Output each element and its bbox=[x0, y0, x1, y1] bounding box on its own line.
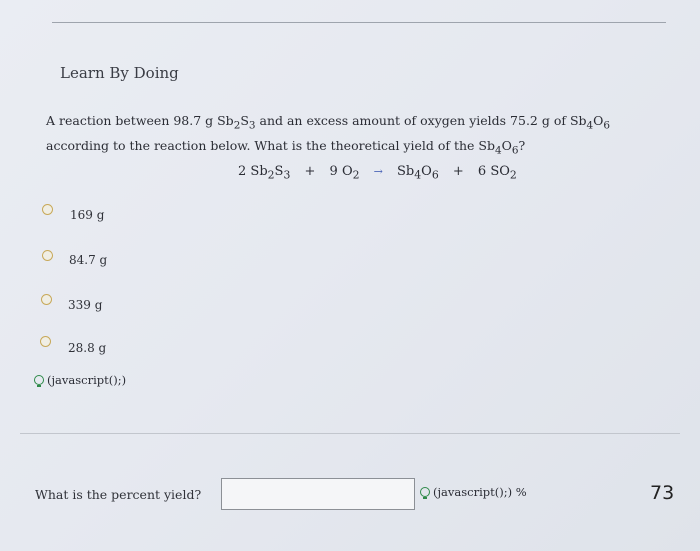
lightbulb-icon bbox=[420, 487, 430, 497]
question-text: A reaction between 98.7 g $Sb_2S_3$ and an excess amount of oxygen yields 75.2 g of $Sb_4O_6$ according to the reaction below. What is the theoretical yield of the $Sb_4O_6$? bbox=[46, 113, 611, 156]
option-label: 169 g bbox=[70, 208, 105, 222]
option-radio-169g[interactable] bbox=[42, 204, 53, 215]
hint-link[interactable]: (javascript();) bbox=[34, 373, 126, 387]
lightbulb-icon bbox=[34, 375, 44, 385]
percent-unit: % bbox=[515, 485, 527, 499]
reaction-arrow-icon: → bbox=[373, 165, 383, 178]
option-label: 28.8 g bbox=[68, 341, 107, 355]
page-number: 73 bbox=[650, 482, 675, 504]
option-label: 84.7 g bbox=[69, 253, 108, 267]
percent-hint-link[interactable]: (javascript();) % bbox=[420, 485, 527, 499]
reaction-equation: 2 $Sb_2S_3 + 9$ $O_2 \to Sb_4O_6 + 6$ $SO_2$ bbox=[238, 164, 517, 182]
bottom-divider bbox=[20, 433, 680, 434]
section-title: Learn By Doing bbox=[60, 64, 179, 82]
percent-yield-label: What is the percent yield? bbox=[35, 487, 202, 502]
option-radio-84-7g[interactable] bbox=[42, 250, 53, 261]
option-label: 339 g bbox=[68, 298, 103, 312]
option-radio-339g[interactable] bbox=[41, 294, 52, 305]
percent-yield-input[interactable] bbox=[221, 478, 415, 510]
top-divider bbox=[52, 22, 666, 23]
option-radio-28-8g[interactable] bbox=[40, 336, 51, 347]
